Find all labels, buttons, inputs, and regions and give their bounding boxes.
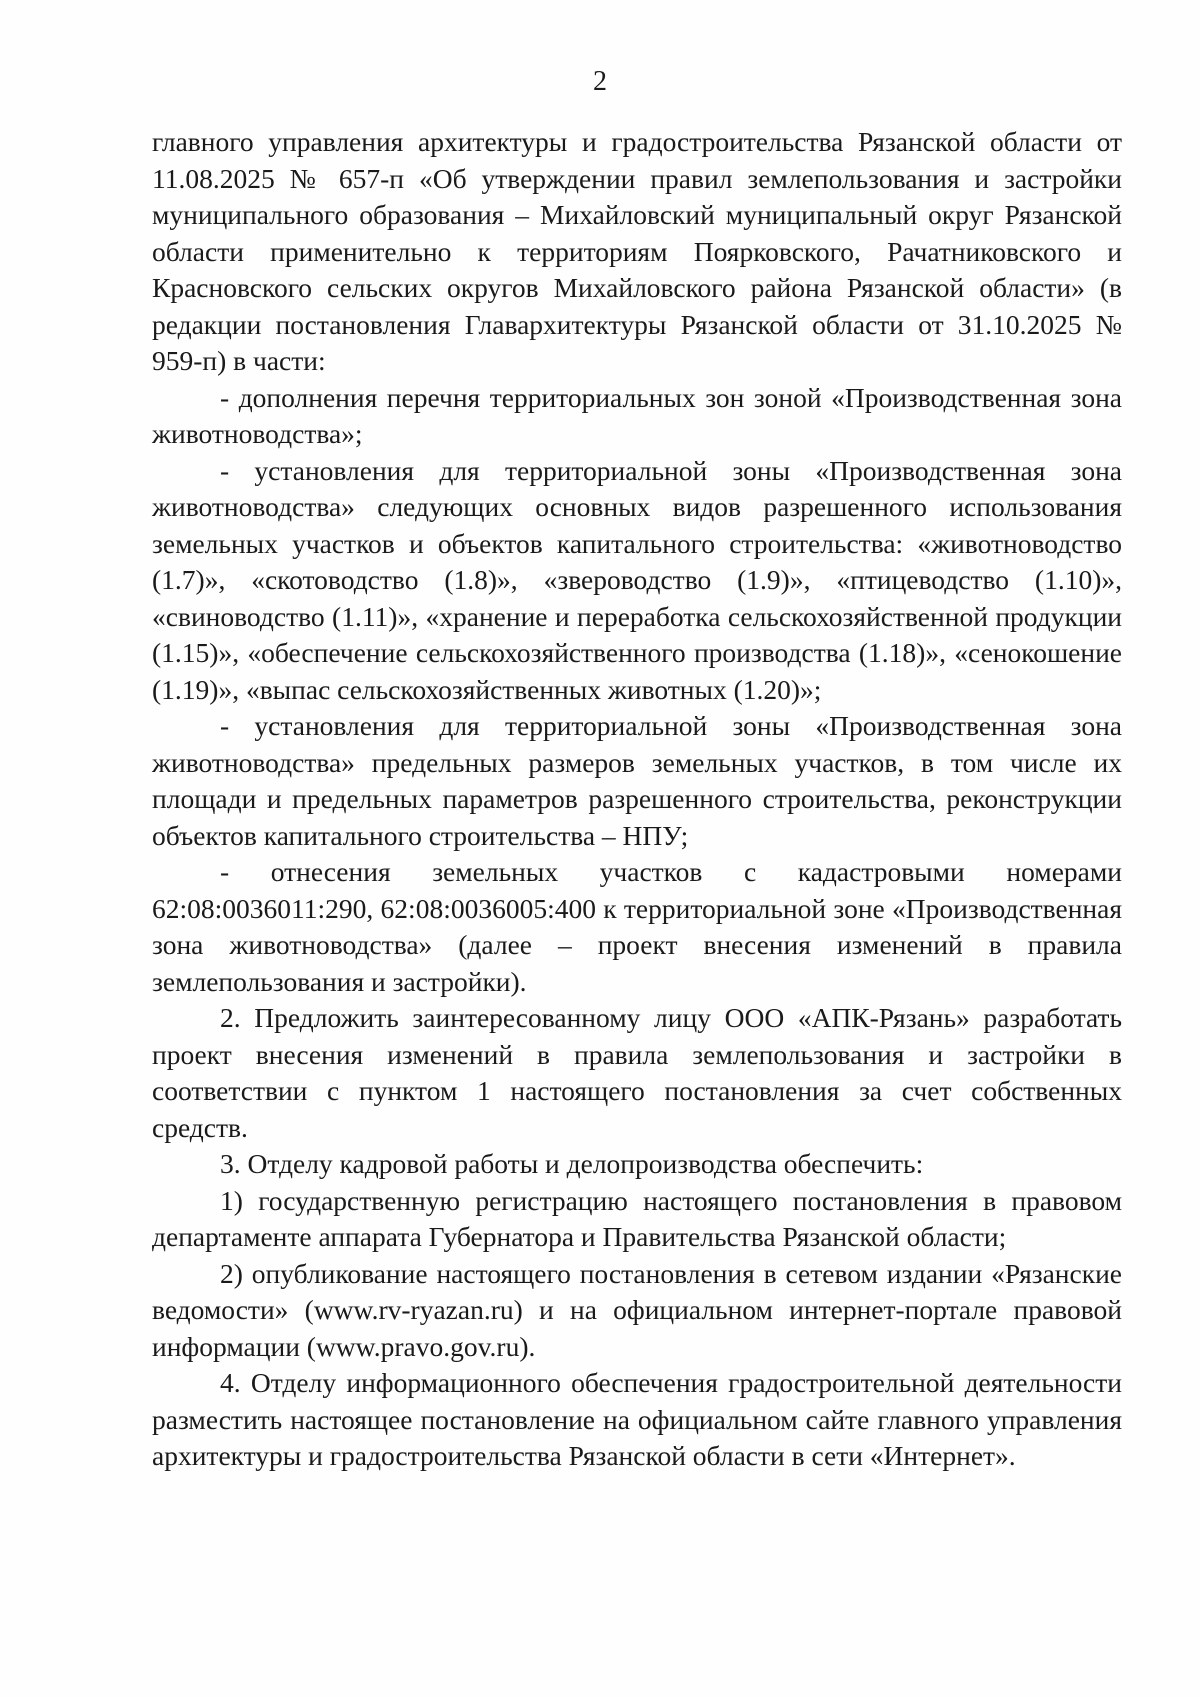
paragraph-item-land-assignment: - отнесения земельных участков с кадастровыми номерами 62:08:0036011:290, 62:08:0036005:400 к территориальной зоне «Производственная зона животноводства» (далее – проект внесения изменений в правила землепользования и застройки). [152,856,1122,997]
paragraph-item-size-limits: - установления для территориальной зоны «Производственная зона животноводства» предельных размеров земельных участков, в том числе их площади и предельных параметров разрешенного строительства, реконструкции объектов капитального строительства – НПУ; [152,710,1122,851]
page-number: 2 [593,66,607,97]
paragraph-item-permitted-uses: - установления для территориальной зоны «Производственная зона животноводства» следующих основных видов разрешенного использования земельных участков и объектов капитального строительства: «животноводство (1.7)», «скотоводство (1.8)», «звероводство (1.9)», «птицеводство (1.10)», «свиноводство (1.11)», «хранение и переработка сельскохозяйственной продукции (1.15)», «обеспечение сельскохозяйственного производства (1.18)», «сенокошение (1.19)», «выпас сельскохозяйственных животных (1.20)»; [152,454,1122,705]
paragraph-clause-4: 4. Отделу информационного обеспечения градостроительной деятельности разместить настоящее постановление на официальном сайте главного управления архитектуры и градостроительства Рязанской области в сети «Интернет». [152,1367,1122,1471]
paragraph-clause-3: 3. Отделу кадровой работы и делопроизводства обеспечить: [220,1148,924,1179]
paragraph-item-zone-addition: - дополнения перечня территориальных зон зоной «Производственная зона животноводства»; [152,381,1122,449]
paragraph-clause-3-item-1: 1) государственную регистрацию настоящего постановления в правовом департаменте аппарата Губернатора и Правительства Рязанской области; [152,1184,1122,1252]
paragraph-continuation: главного управления архитектуры и градостроительства Рязанской области от 11.08.2025 № 657-п «Об утверждении правил землепользования и застройки муниципального образования – Михайловский муниципальный округ Рязанской области применительно к территориям Поярковского, Рачатниковского и Красновского сельских округов Михайловского района Рязанской области» (в редакции постановления Главархитектуры Рязанской области от 31.10.2025 № 959-п) в части: [152,126,1122,376]
paragraph-clause-2: 2. Предложить заинтересованному лицу ООО «АПК-Рязань» разработать проект внесения изменений в правила землепользования и застройки в соответствии с пунктом 1 настоящего постановления за счет собственных средств. [152,1002,1122,1143]
document-body [152,124,1122,1475]
paragraph-clause-3-item-2: 2) опубликование настоящего постановления в сетевом издании «Рязанские ведомости» (www.rv-ryazan.ru) и на официальном интернет-портале правовой информации (www.pravo.gov.ru). [152,1257,1122,1362]
